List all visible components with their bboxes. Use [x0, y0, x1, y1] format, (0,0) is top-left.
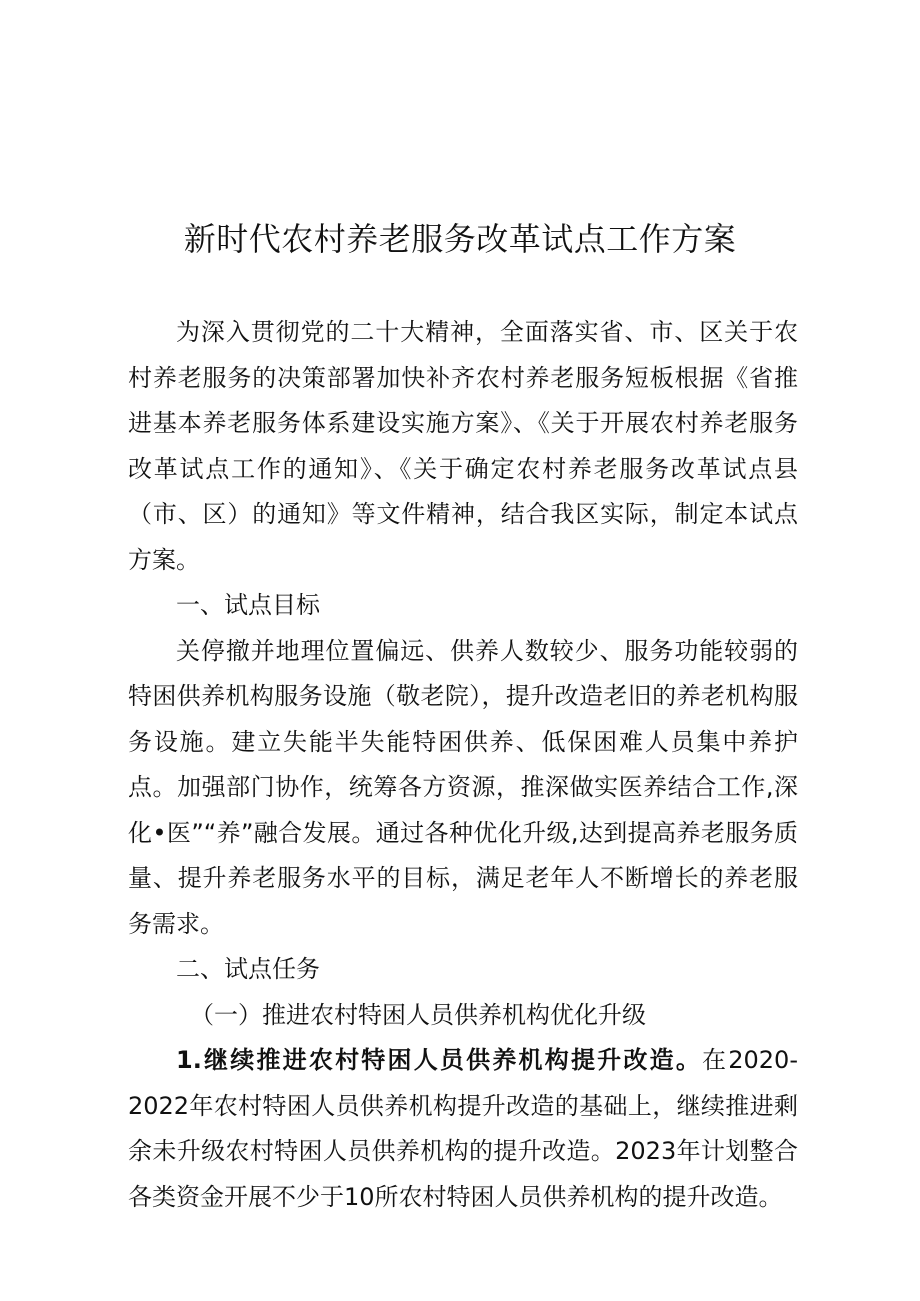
- intro-paragraph: 为深入贯彻党的二十大精神，全面落实省、市、区关于农村养老服务的决策部署加快补齐农村养老服务短板根据《省推进基本养老服务体系建设实施方案》、《关于开展农村养老服务改革试点工作的通知》、《关于确定农村养老服务改革试点县（市、区）的通知》等文件精神，结合我区实际，制定本试点方案。: [128, 318, 798, 574]
- document-title: 新时代农村养老服务改革试点工作方案: [183, 220, 737, 258]
- task-item-1-title: 1.继续推进农村特困人员供养机构提升改造。: [176, 1046, 703, 1074]
- section-heading-tasks: 二、试点任务: [176, 955, 320, 983]
- document-body: [128, 310, 798, 1220]
- subsection-heading-upgrade: （一）推进农村特困人员供养机构优化升级: [190, 1000, 646, 1029]
- task-item-1: [128, 1038, 798, 1220]
- section-heading-goals: 一、试点目标: [176, 591, 320, 619]
- goals-paragraph: 关停撤并地理位置偏远、供养人数较少、服务功能较弱的特困供养机构服务设施（敬老院），提升改造老旧的养老机构服务设施。建立失能半失能特困供养、低保困难人员集中养护点。加强部门协作，统筹各方资源，推深做实医养结合工作,深化•医”“养”融合发展。通过各种优化升级,达到提高养老服务质量、提升养老服务水平的目标，满足老年人不断增长的养老服务需求。: [128, 636, 798, 938]
- task-item-1-body: 在2020-2022年农村特困人员供养机构提升改造的基础上，继续推进剩余未升级农村特困人员供养机构的提升改造。2023年计划整合各类资金开展不少于10所农村特困人员供养机构的提升改造。: [128, 1046, 798, 1211]
